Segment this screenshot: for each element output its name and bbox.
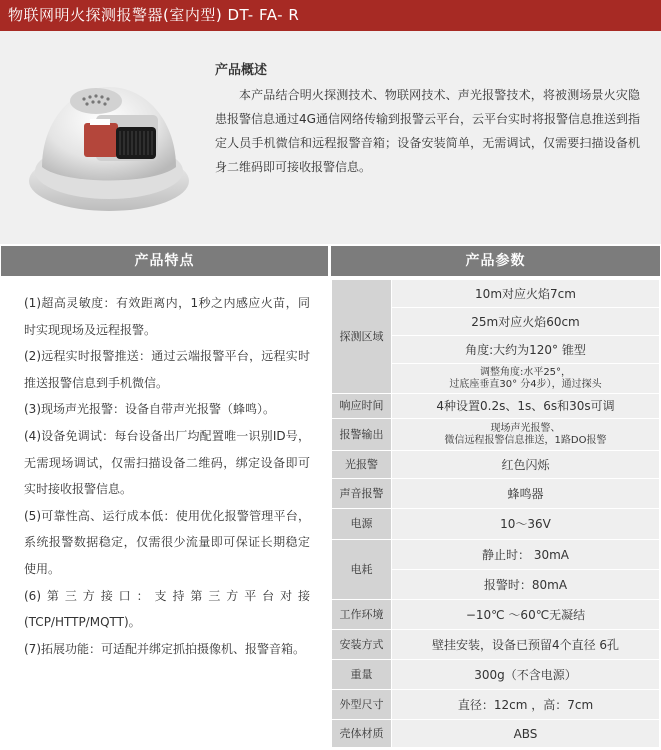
page-title: 物联网明火探测报警器(室内型) DT- FA- R — [8, 6, 300, 24]
param-value: ABS — [392, 720, 660, 748]
param-label: 响应时间 — [332, 394, 392, 419]
param-value — [392, 419, 660, 451]
param-value: 10～36V — [392, 509, 660, 540]
table-row — [332, 720, 660, 748]
param-value: 报警时：80mA — [392, 570, 660, 600]
param-value: 静止时： 30mA — [392, 540, 660, 570]
param-label: 重量 — [332, 660, 392, 690]
param-label: 声音报警 — [332, 479, 392, 509]
param-value: 25m对应火焰60cm — [392, 308, 660, 336]
feature-item: (5)可靠性高、运行成本低：使用优化报警管理平台，系统报警数据稳定，仅需很少流量即可保证长期稳定使用。 — [24, 508, 310, 576]
param-value-line: 过底座垂直30° 分4步），通过探头 — [449, 378, 602, 390]
table-row — [332, 479, 660, 509]
feature-item: (4)设备免调试：每台设备出厂均配置唯一识别ID号，无需现场调试，仅需扫描设备二维码，绑定设备即可实时接收报警信息。 — [24, 428, 310, 497]
param-value: 角度:大约为120° 锥型 — [392, 336, 660, 364]
param-label: 报警输出 — [332, 419, 392, 451]
page-title-bar — [0, 0, 661, 31]
overview-section — [0, 31, 661, 244]
fire-detector-image — [24, 59, 194, 219]
param-label: 工作环境 — [332, 600, 392, 630]
param-value: 10m对应火焰7cm — [392, 280, 660, 308]
features-list — [24, 290, 310, 662]
params-header: 产品参数 — [331, 246, 660, 276]
param-label: 探测区域 — [332, 280, 392, 394]
table-row — [332, 630, 660, 660]
table-row — [332, 509, 660, 540]
table-row — [332, 419, 660, 451]
feature-item: (3)现场声光报警：设备自带声光报警（蜂鸣）。 — [24, 402, 275, 417]
param-label: 光报警 — [332, 451, 392, 479]
param-value — [392, 364, 660, 394]
param-value: 壁挂安装，设备已预留4个直径 6孔 — [392, 630, 660, 660]
param-value: 300g（不含电源） — [392, 660, 660, 690]
table-row — [332, 451, 660, 479]
param-label: 安装方式 — [332, 630, 392, 660]
param-value-line: 现场声光报警、 — [490, 422, 561, 434]
table-row — [332, 540, 660, 570]
feature-item: (1)超高灵敏度：有效距离内，1秒之内感应火苗，同时实现现场及远程报警。 — [24, 296, 310, 337]
table-row — [332, 660, 660, 690]
table-row — [332, 280, 660, 308]
param-label: 电源 — [332, 509, 392, 540]
table-row — [332, 690, 660, 720]
feature-item: (2)远程实时报警推送：通过云端报警平台，远程实时推送报警信息到手机微信。 — [24, 349, 310, 390]
param-label: 外型尺寸 — [332, 690, 392, 720]
params-table — [331, 279, 660, 748]
param-label: 壳体材质 — [332, 720, 392, 748]
param-value: −10℃ ～60℃无凝结 — [392, 600, 660, 630]
param-value: 直径：12cm ，高：7cm — [392, 690, 660, 720]
feature-item: (6)第三方接口：支持第三方平台对接(TCP/HTTP/MQTT)。 — [24, 588, 310, 630]
param-label: 电耗 — [332, 540, 392, 600]
param-value: 4种设置0.2s、1s、6s和30s可调 — [392, 394, 660, 419]
overview-text: 本产品结合明火探测技术、物联网技术、声光报警技术，将被测场景火灾隐患报警信息通过4G通信网络传输到报警云平台，云平台实时将报警信息推送到指定人员手机微信和远程报警音箱；设备安装简单，无需调试，仅需要扫描设备机身二维码即可接收报警信息。 — [215, 88, 640, 174]
param-value-line: 调整角度:水平25°， — [479, 366, 572, 378]
features-header: 产品特点 — [1, 246, 328, 276]
feature-item: (7)拓展功能：可适配并绑定抓拍摄像机、报警音箱。 — [24, 641, 306, 656]
table-row — [332, 394, 660, 419]
param-value: 蜂鸣器 — [392, 479, 660, 509]
table-row — [332, 600, 660, 630]
param-value-line: 微信远程报警信息推送，1路DO报警 — [444, 434, 607, 446]
param-value: 红色闪烁 — [392, 451, 660, 479]
overview-title: 产品概述 — [215, 63, 268, 78]
